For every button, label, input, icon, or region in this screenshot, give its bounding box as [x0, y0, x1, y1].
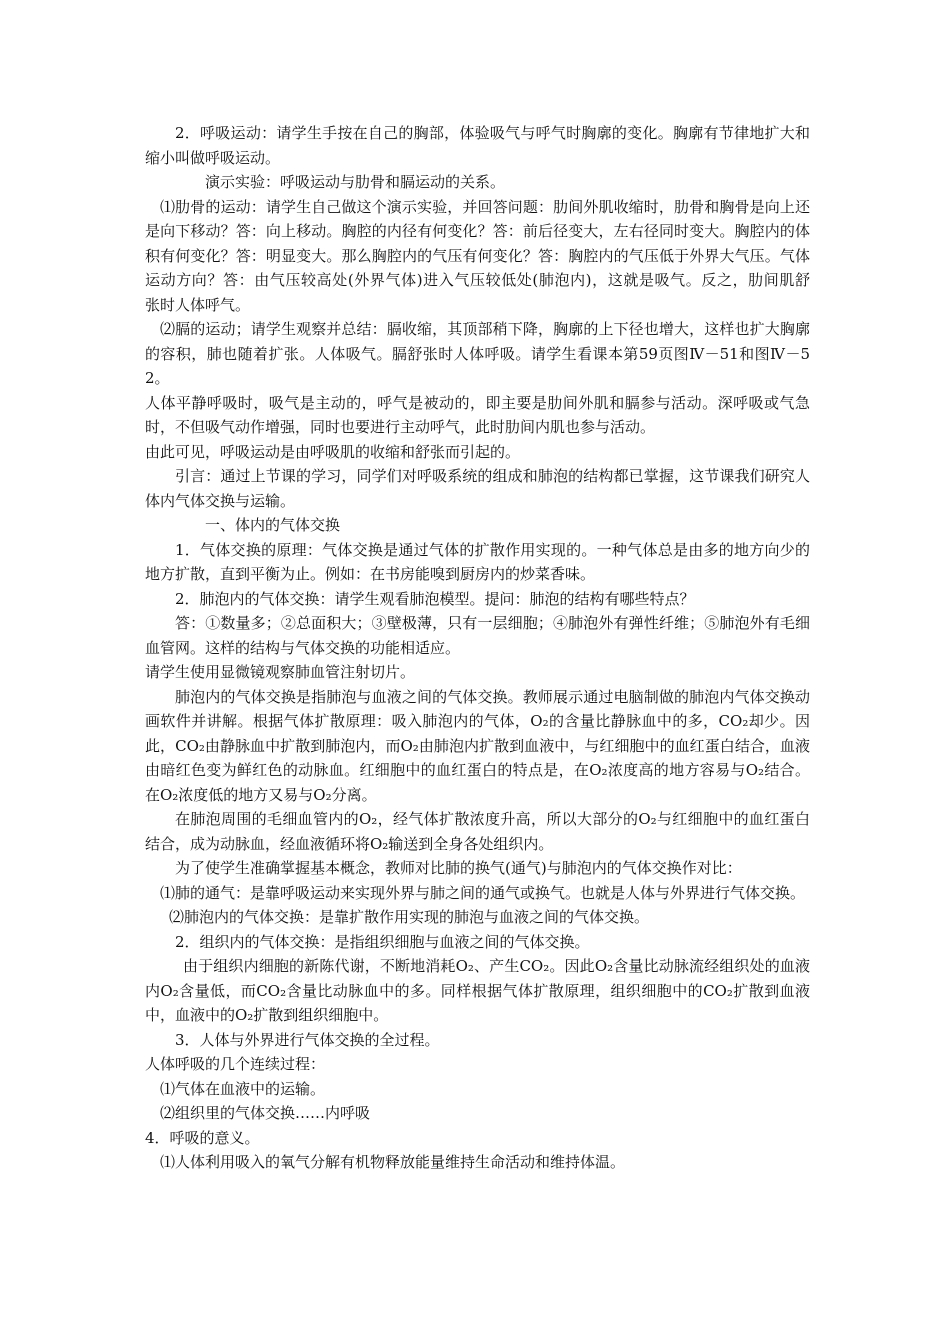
- paragraph: 由于组织内细胞的新陈代谢，不断地消耗O₂、产生CO₂。因此O₂含量比动脉流经组织处的血液内O₂含量低，而CO₂含量比动脉血中的多。同样根据气体扩散原理，组织细胞中的CO₂扩散到血液中，血液中的O₂扩散到组织细胞中。: [145, 957, 810, 1024]
- paragraph: ⑴肺的通气：是靠呼吸运动来实现外界与肺之间的通气或换气。也就是人体与外界进行气体交换。: [160, 883, 806, 902]
- paragraph: 人体呼吸的几个连续过程：: [145, 1055, 326, 1073]
- paragraph: 引言：通过上节课的学习，同学们对呼吸系统的组成和肺泡的结构都已掌握，这节课我们研究人体内气体交换与运输。: [145, 467, 810, 510]
- paragraph: 3．人体与外界进行气体交换的全过程。: [175, 1030, 440, 1049]
- paragraph: 为了使学生准确掌握基本概念，教师对比肺的换气(通气)与肺泡内的气体交换作对比：: [175, 859, 742, 877]
- paragraph: 4．呼吸的意义。: [145, 1128, 260, 1147]
- paragraph: 演示实验：呼吸运动与肋骨和膈运动的关系。: [205, 173, 506, 191]
- paragraph: 肺泡内的气体交换是指肺泡与血液之间的气体交换。教师展示通过电脑制做的肺泡内气体交换动画软件并讲解。根据气体扩散原理：吸入肺泡内的气体，O₂的含量比静脉血中的多，CO₂却少。因此，CO₂由静脉血中扩散到肺泡内，而O₂由肺泡内扩散到血液中，与红细胞中的血红蛋白结合，血液由暗红色变为鲜红色的动脉血。红细胞中的血红蛋白的特点是，在O₂浓度高的地方容易与O₂结合。在O₂浓度低的地方又易与O₂分离。: [145, 687, 810, 804]
- paragraph: 2．呼吸运动：请学生手按在自己的胸部，体验吸气与呼气时胸廓的变化。胸廓有节律地扩大和缩小叫做呼吸运动。: [145, 124, 810, 167]
- paragraph: 请学生使用显微镜观察肺血管注射切片。: [145, 663, 416, 681]
- paragraph: ⑴人体利用吸入的氧气分解有机物释放能量维持生命活动和维持体温。: [160, 1153, 626, 1171]
- paragraph: 由此可见，呼吸运动是由呼吸肌的收缩和舒张而引起的。: [145, 442, 521, 461]
- paragraph: 人体平静呼吸时，吸气是主动的，呼气是被动的，即主要是肋间外肌和膈参与活动。深呼吸或气急时，不但吸气动作增强，同时也要进行主动呼气，此时肋间内肌也参与活动。: [145, 393, 810, 436]
- paragraph: ⑵膈的运动；请学生观察并总结：膈收缩，其顶部稍下降，胸廓的上下径也增大，这样也扩大胸廓的容积，肺也随着扩张。人体吸气。膈舒张时人体呼吸。请学生看课本第59页图Ⅳ－51和图Ⅳ－52。: [145, 320, 810, 387]
- paragraph: ⑵肺泡内的气体交换：是靠扩散作用实现的肺泡与血液之间的气体交换。: [169, 908, 650, 926]
- paragraph: 答：①数量多；②总面积大；③壁极薄，只有一层细胞；④肺泡外有弹性纤维；⑤肺泡外有毛细血管网。这样的结构与气体交换的功能相适应。: [145, 614, 810, 657]
- paragraph: 2．组织内的气体交换：是指组织细胞与血液之间的气体交换。: [175, 932, 590, 951]
- document-body: [145, 121, 826, 1175]
- paragraph: ⑴肋骨的运动：请学生自己做这个演示实验，并回答问题：肋间外肌收缩时，肋骨和胸骨是向上还是向下移动？答：向上移动。胸腔的内径有何变化？答：前后径变大，左右径同时变大。胸腔内的体积有何变化？答：明显变大。那么胸腔内的气压有何变化？答：胸腔内的气压低于外界大气压。气体运动方向？答：由气压较高处(外界气体)进入气压较低处(肺泡内)，这就是吸气。反之，肋间肌舒 张时人体呼气。: [145, 197, 826, 314]
- paragraph: 2．肺泡内的气体交换：请学生观看肺泡模型。提问：肺泡的结构有哪些特点？: [175, 589, 695, 608]
- section-heading: 一、体内的气体交换: [205, 516, 341, 534]
- paragraph: ⑴气体在血液中的运输。: [160, 1079, 326, 1098]
- paragraph: 在肺泡周围的毛细血管内的O₂，经气体扩散浓度升高，所以大部分的O₂与红细胞中的血红蛋白结合，成为动脉血，经血液循环将O₂输送到全身各处组织内。: [145, 810, 810, 853]
- paragraph: 1．气体交换的原理：气体交换是通过气体的扩散作用实现的。一种气体总是由多的地方向少的地方扩散，直到平衡为止。例如：在书房能嗅到厨房内的炒菜香味。: [145, 540, 810, 583]
- paragraph: ⑵组织里的气体交换……内呼吸: [160, 1104, 371, 1122]
